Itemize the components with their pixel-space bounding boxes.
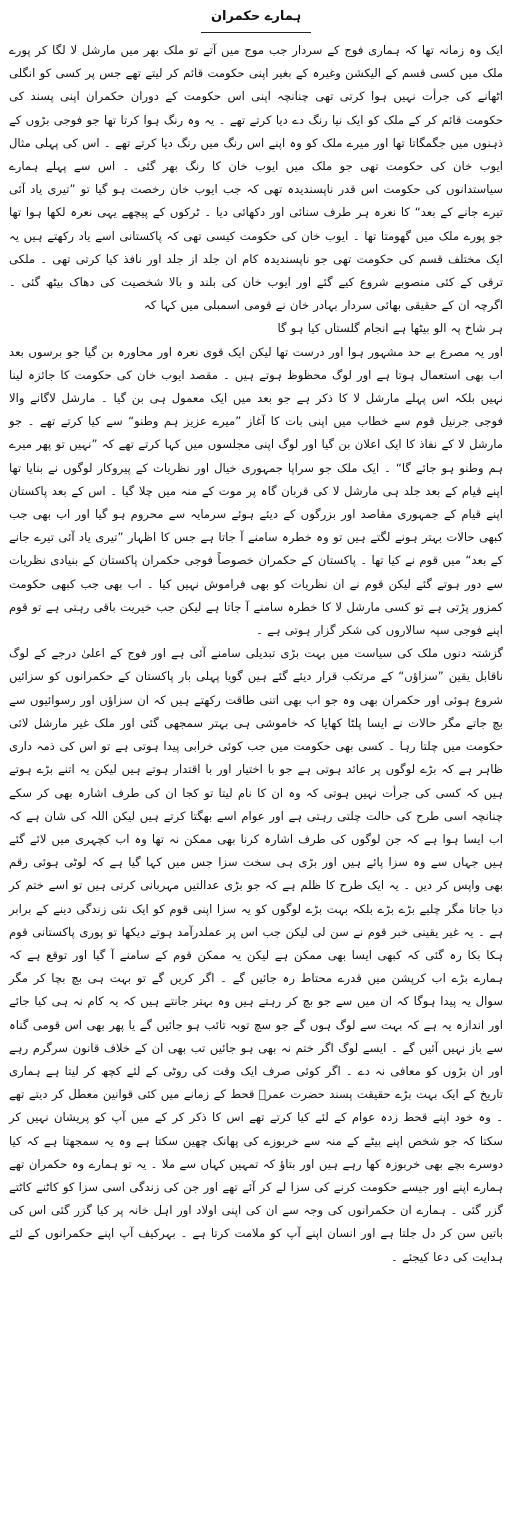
title-underline: [201, 32, 311, 33]
article-title: ہمارے حکمران: [210, 9, 302, 24]
article-paragraph-1: ایک وہ زمانہ تھا کہ ہماری فوج کے سردار جب موج میں آتے تو ملک بھر میں مارشل لا لگا کر پورے ملک میں کسی قسم کے الیکشن وغیرہ کے بغیر اپنی حکومت قائم کر لیتے تھے جس پر کسی کو انگلی اٹھانے کی جرأت نہیں ہوا کرتی تھی چنانچہ اپنی اس حکومت کے دوران حکمران اپنی پسند کی حکومت قائم کر کے ملک کو ایک نیا رنگ دے دیا کرتے تھے ۔ یہ وہ رنگ ہوا کرتا تھا جو فوجی بڑوں کے ذہنوں میں جگمگاتا تھا اور میرے ملک کو وہ اپنے اس رنگ میں رنگ دیا کرتے تھے ۔ اس کی پہلی مثال ایوب خان کی حکومت تھی جو ملک میں ایوب خان کا رنگ بھر گئی ۔ اس سے پہلے ہمارے سیاستدانوں کی حکومت اس قدر ناپسندیدہ تھی کہ جب ایوب خان رخصت ہو گیا تو ”تیری یاد آئی تیرے جانے کے بعد“ کا نعرہ ہر طرف سنائی اور دکھائی دیا ۔ ٹرکوں کے پیچھے یہی نعرہ لکھا ہوا تھا جو پورے ملک میں گھومتا تھا ۔ ایوب خان کی حکومت کیسی تھی کہ پاکستانی اسے یاد رکھتے ہیں یہ ایک مختلف قسم کی حکومت تھی جو ناپسندیدہ کام ان جلد از جلد اور نافذ کیا کرتی تھی ۔ ملکی ترقی کے کئی منصوبے شروع کیے گئے اور ایوب خان کی بلند و بالا شخصیت کی دھاک بیٹھ گئی ۔ اگرچہ ان کے حقیقی بھائی سردار بہادر خان نے قومی اسمبلی میں کہا کہ: [9, 43, 503, 313]
article-paragraph-2: اور یہ مصرع بے حد مشہور ہوا اور درست تھا لیکن ایک قوی نعرہ اور محاورہ بن گیا جو برسوں بعد اب بھی استعمال ہوتا ہے اور لوگ محظوظ ہوتے ہیں ۔ مقصد ایوب خان کی حکومت کا جائزہ لینا نہیں بلکہ اس پہلے مارشل لا کا ذکر ہے جو بعد میں ایک معمول ہی بن گیا ۔ مارشل لاگانے والا فوجی جرنیل قوم سے خطاب میں اپنی بات کا آغاز ”میرے عزیز ہم وطنو“ سے کیا کرتے تھے ۔ جو مارشل لا کے نفاذ کا ایک اعلان بن گیا اور لوگ اپنی مجلسوں میں کہا کرتے تھے کہ ”نہیں تو پھر میرے ہم وطنو ہو جائے گا“ ۔ ایک ملک جو سراپا جمہوری خیال اور نظریات کے پیروکار لوگوں نے بنایا تھا اپنے قیام کے بعد جلد ہی مارشل لا کی قربان گاہ پر موت کے منہ میں چلا گیا ۔ اس کے بعد پاکستان اپنے قیام کے جمہوری مقاصد اور بزرگوں کے دیئے ہوئے سرمایہ سے محروم ہو گیا اور اب بھی جب کبھی حالات بہتر ہونے لگتے ہیں تو وہ خطرہ سامنے آ جاتا ہے جس کا اظہار ”تیری یاد آئی تیرے جانے کے بعد“ میں قوم نے کیا تھا ۔ پاکستان کے حکمران خصوصاً فوجی حکمران پاکستان کے بنیادی نظریات سے دور ہوتے گئے لیکن قوم نے ان نظریات کو بھی فراموش نہیں کیا ۔ اب بھی جب کبھی حکومت کمزور پڑتی ہے تو کسی مارشل لا کا خطرہ سامنے آ جاتا ہے لیکن جب خیریت باقی رہتی ہے تو قوم اپنے فوجی سپہ سالاروں کی شکر گزار ہوتی ہے ۔: [9, 344, 503, 638]
article-body: [9, 39, 503, 1269]
article-verse-line: ہر شاخ پہ الو بیٹھا ہے انجام گلستاں کیا ہو گا: [277, 321, 503, 336]
article-paragraph-3: گزشتہ دنوں ملک کی سیاست میں بہت بڑی تبدیلی سامنے آئی ہے اور فوج کے اعلیٰ درجے کے لوگ ناقابل یقین ”سزاؤں“ کے مرتکب قرار دیئے گئے ہیں گویا پہلی بار پاکستان کے حکمرانوں کو سزائیں شروع ہوئی اور حکمران بھی وہ جو اب بھی اتنی طاقت رکھتے ہیں کہ ان سزاؤں اور رسوائیوں سے بچ جاتے مگر حالات نے ایسا پلٹا کھایا کہ خاموشی ہی بہتر سمجھی گئی اور ملک غیر مارشل لائی حکومت میں چلتا رہا ۔ کسی بھی حکومت میں جب کوئی خرابی پیدا ہوتی ہے تو اس کی ذمہ داری ظاہر ہے کہ بڑے لوگوں پر عائد ہوتی ہے جو با اختیار اور با اقتدار ہوتے ہیں لیکن یہ اتنے بڑے ہوتے ہیں کہ کسی کی جرأت نہیں ہوتی کہ وہ ان کا نام لیتا تو کجا ان کی طرف اشارہ بھی کر سکے چنانچہ اسی طرح کی حالت چلتی رہتی ہے اور عوام اسے بھگتا کرتے ہیں لیکن اللہ کی شان ہے کہ اب ایسا ہوا ہے کہ جن لوگوں کی طرف اشارہ کرنا بھی ممکن نہ تھا وہ اب کچہری میں لائے گئے ہیں جہاں سے وہ سزا پائے ہیں اور بڑی ہی سخت سزا جس میں کہا گیا ہے کہ لوٹی ہوئی رقم بھی واپس کر دیں ۔ یہ ایک طرح کا ظلم ہے کہ جو بڑی عدالتیں مہربانی کرتی ہیں تو اسے ختم کر دیا جاتا مگر چلیے بڑے بڑے بلکہ بہت بڑے لوگوں کو یہ سزا اپنی قوم کو ایک نئی زندگی دینے کے برابر ہے ۔ یہ غیر یقینی خبر قوم نے سن لی لیکن جب اس پر عملدرآمد ہوتے دیکھا تو پوری پاکستانی قوم ہکا بکا رہ گئی کہ کبھی ایسا بھی ممکن ہے لیکن یہ ممکن قوم کے سامنے آ گیا اور توقع ہے کہ ہمارے بڑے اب کرپشن میں قدرے محتاط رہ جائیں گے ۔ اگر کریں گے تو بہت ہی بچ بچا کر مگر سوال یہ پیدا ہوگا کہ ان میں سے جو بچ کر رہتے ہیں وہ بہتر جانتے ہیں کہ یہ کام نہ ہی کیا جائے اور اندازہ یہ ہے کہ بہت سے لوگ ہوں گے جو سچ توبہ تائب ہو جائیں گے یا پھر بھی اس قومی گناہ سے باز نہیں آئیں گے ۔ ایسے لوگ اگر ختم نہ بھی ہو جائیں تب بھی ان کے خلاف قانون سرگرم رہے اور ان بڑوں کو معافی نہ دے ۔ اگر کوئی صرف ایک وقت کی روٹی کے لئے کچھ کر لیتا ہے ہماری تاریخ کے ایک بہت بڑے حقیقت پسند حضرت عمرؓ قحط کے زمانے میں کئی قوانین معطل کر دیتے تھے ۔ وہ خود اپنے قحط زدہ عوام کے لئے کیا کرتے تھے اس کا ذکر کر کے میں آپ کو پریشان نہیں کر سکتا کہ جو شخص اپنے بیٹے کے منہ سے خربوزے کی پھانک چھین سکتا ہے وہ یہ سمجھتا ہے کہ کیا دوسرے بچے بھی خربوزہ کھا رہے ہیں اور بتاؤ کہ تمہیں کہاں سے ملا ۔ یہ تو ہمارے وہ حکمران تھے ہمارے اپنے اور جیسے حکومت کرنے کی سزا لے کر آئے تھے اور جن کی زندگی اسی سزا کو کاٹنے کاٹتے گزر گئی ۔ ہمارے ان حکمرانوں کی وجہ سے ان کی اپنی اولاد اور اہل خانہ پر کیا گزر گئی اس کی باتیں سن کر دل جلتا ہے اور انسان اپنے آپ کو ملامت کرتا ہے ۔ بہرکیف آپ اپنے حکمرانوں کے لئے ہدایت کی دعا کیجئے ۔: [9, 646, 503, 1264]
